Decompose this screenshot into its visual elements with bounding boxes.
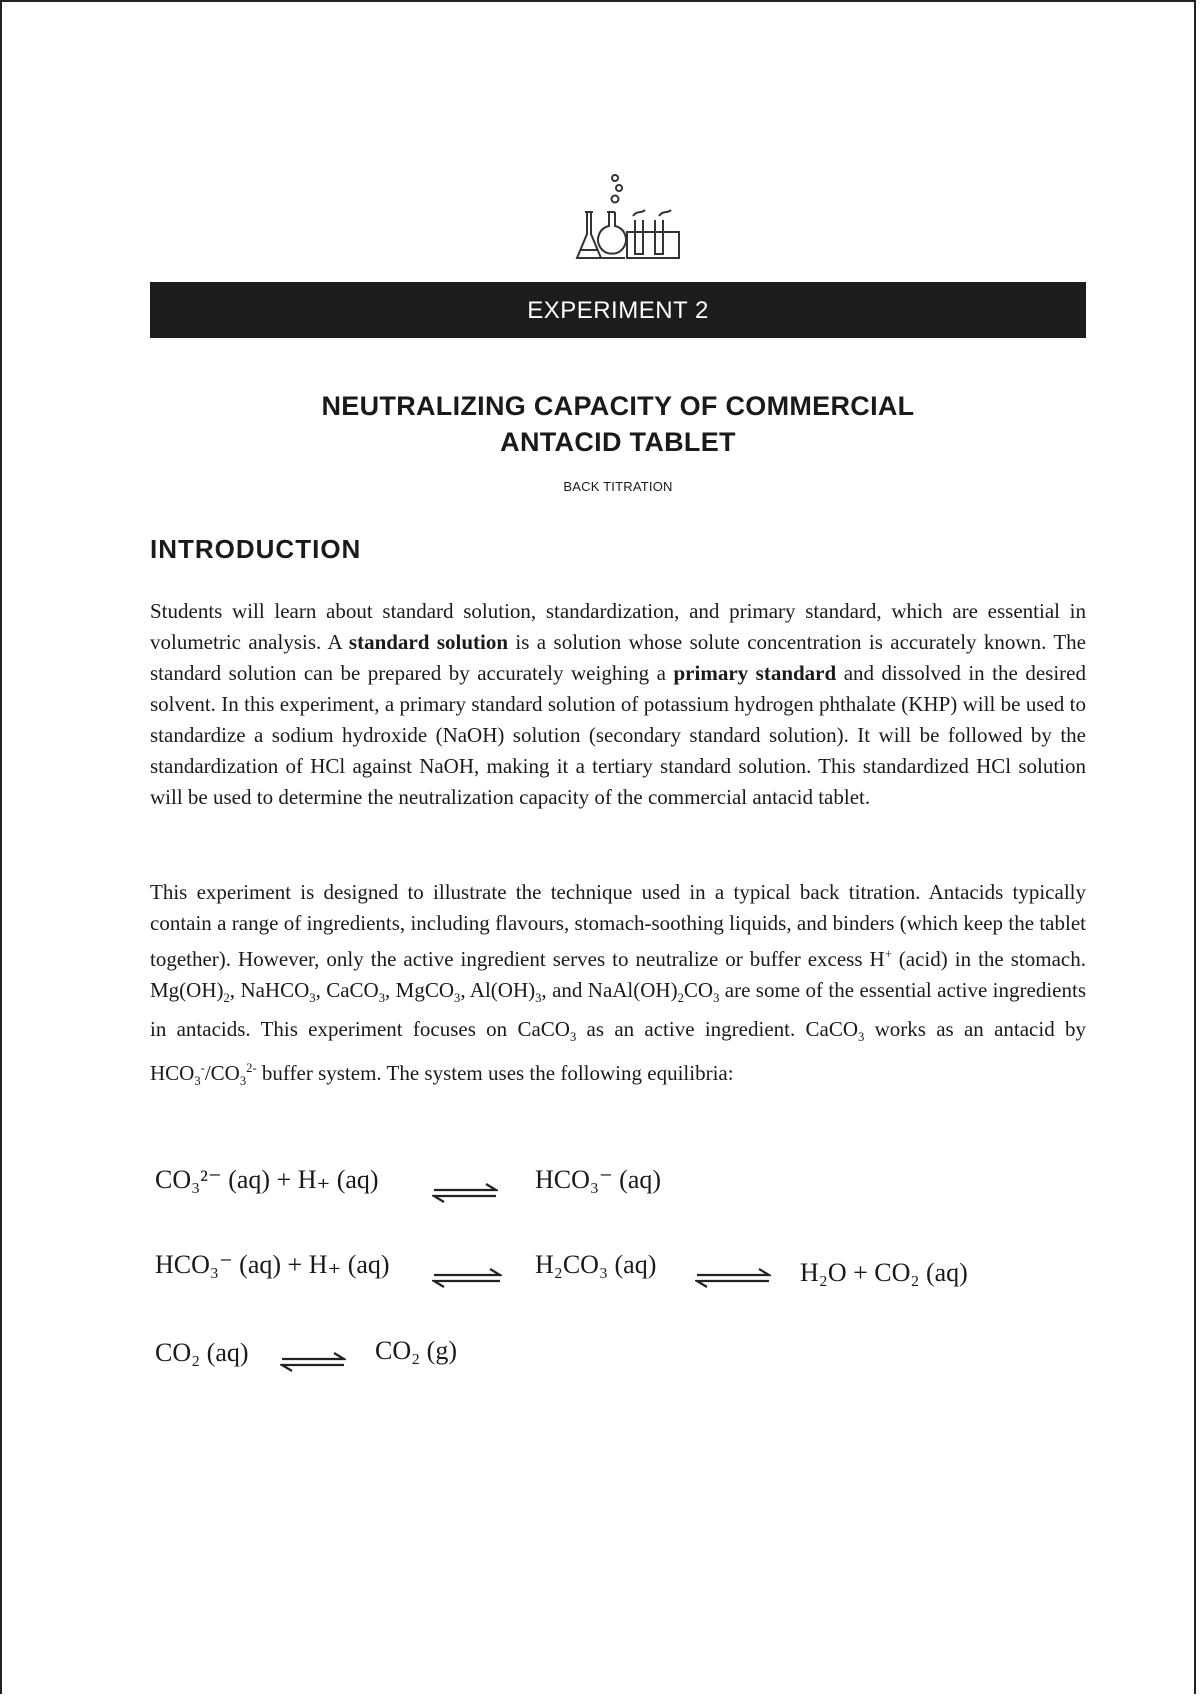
eq2-right: H₂O + CO₂ (aq) [800,1258,968,1287]
p2-text-5: , MgCO [385,978,455,1002]
intro-paragraph-1 [150,596,1086,813]
p2-text-4: , CaCO [315,978,379,1002]
eq1-right: HCO₃⁻ (aq) [535,1165,662,1194]
p1-text-2: is a solution whose solute concentration is accurately known. The standard solution can be prepared by accurately weighing a [150,630,1086,685]
p2-text-1: This experiment is designed to illustrate the technique used in a typical back titration. Antacids typically contain a range of ingredients, including flavours, stomach-soothing liquids, and binders (which keep the tablet together). However, only the active ingredient serves to neutralize or buffer excess H [150,880,1086,971]
section-heading: INTRODUCTION [150,534,362,564]
lab-glassware-icon [575,172,685,264]
p2-text-2: (acid) in the stomach. Mg(OH) [150,947,1086,1002]
p1-bold-2: primary standard [673,661,837,685]
page-subtitle: BACK TITRATION [563,479,673,494]
equilibrium-arrow-icon [695,1268,771,1288]
page-title [150,388,1086,460]
p1-text-3: and dissolved in the desired solvent. In this experiment, a primary standard solution of potassium hydrogen phthalate (KHP) will be used to standardize a sodium hydroxide (NaOH) solution (secondary standard solution). It will be followed by the standardization of HCl against NaOH, making it a tertiary standard solution. This standardized HCl solution will be used to determine the neutralization capacity of the commercial antacid tablet. [150,661,1086,809]
p2-text-11: works as an antacid by HCO [150,1017,1086,1086]
experiment-banner [150,282,1086,338]
eq3-left: CO₂ (aq) [155,1338,249,1367]
title-line-2: ANTACID TABLET [500,427,736,457]
p2-text-13: buffer system. The system uses the following equilibria: [256,1061,734,1086]
eq2-middle: H₂CO₃ (aq) [535,1250,657,1279]
p2-text-8: CO [683,978,714,1002]
p2-text-10: as an active ingredient. CaCO [576,1017,859,1042]
equilibrium-arrow-icon [280,1352,346,1372]
p2-text-9: are some of the essential active ingredients in antacids. This experiment focuses on CaCO [150,978,1086,1042]
equilibrium-arrow-icon [432,1268,502,1288]
p1-text-1: Students will learn about standard solution, standardization, and primary standard, which are essential in volumetric analysis. A [150,599,1086,654]
eq1-left: CO₃²⁻ (aq) + H₊ (aq) [155,1165,379,1194]
eq2-left: HCO₃⁻ (aq) + H₊ (aq) [155,1250,390,1279]
p2-text-7: , and NaAl(OH) [541,978,678,1002]
title-line-1: NEUTRALIZING CAPACITY OF COMMERCIAL [321,391,915,421]
equilibrium-arrow-icon [432,1183,498,1203]
experiment-label: EXPERIMENT 2 [527,297,709,324]
eq3-right: CO₂ (g) [375,1336,457,1365]
p1-bold-1: standard solution [348,630,509,654]
p2-text-12: /CO [204,1061,240,1086]
p2-text-3: , NaHCO [229,978,310,1002]
intro-paragraph-2: This experiment is designed to illustrate the technique used in a typical back titration. Antacids typically contain a range of ingredients, including flavours, stomach-soothing liquids, and binders (which keep the tablet together). However, only the active ingredient serves to neutralize or buffer excess H+ (acid) in the stomach. $Mg(OH)_2$, NaHCO$_3$, CaCO$_3$, MgCO$_3$, $Al(OH)_3$, and $NaAl(OH)_2CO_3$ are some of the essential active ingredients in antacids. This experiment focuses on CaCO$_3$ as an active ingredient. CaCO$_3$ works as an antacid by $HCO_3^-/CO_3^{2-}$ buffer system. The system uses the following equilibria: [150,880,1086,1089]
p2-text-6: , Al(OH) [460,978,536,1002]
